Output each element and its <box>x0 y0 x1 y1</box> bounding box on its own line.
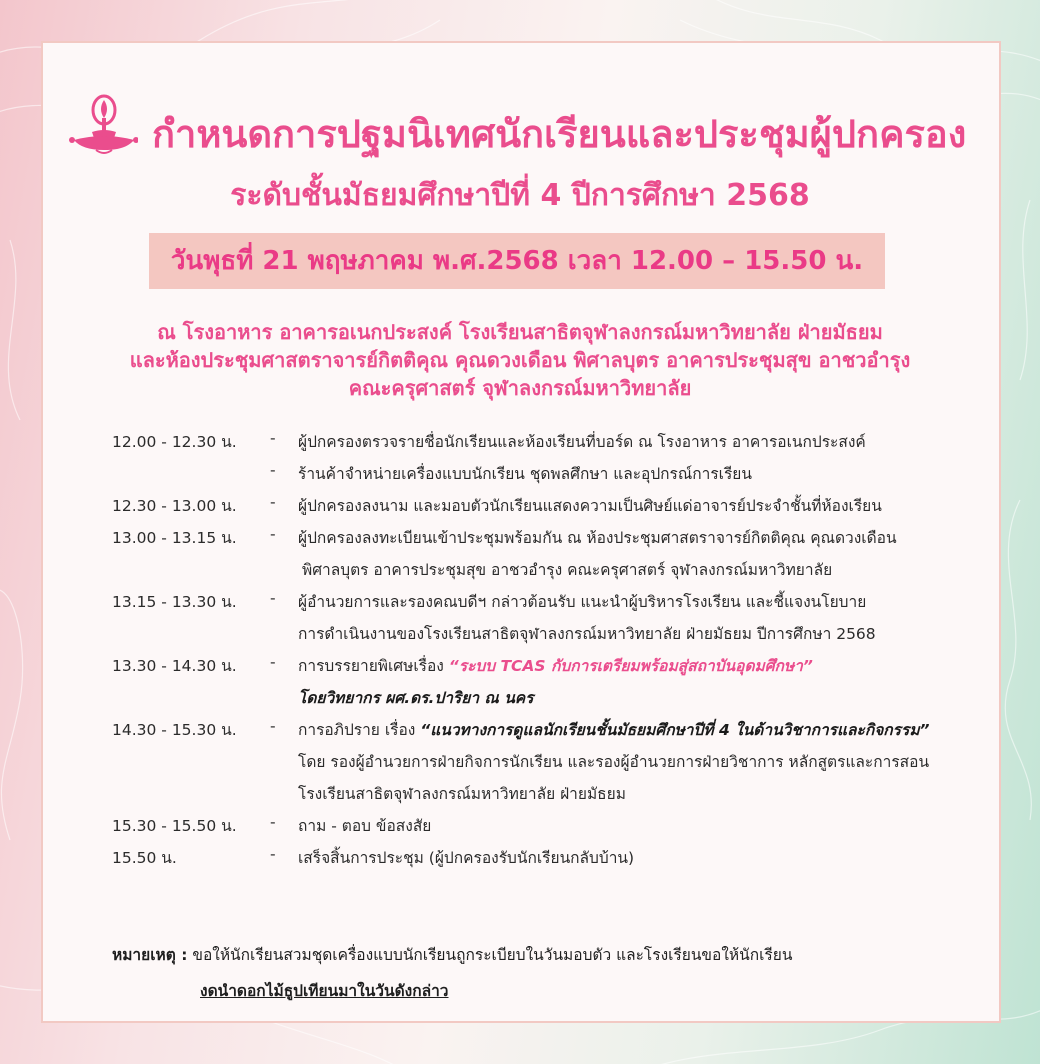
schedule-text <box>298 685 534 710</box>
schedule-row <box>112 681 992 713</box>
schedule-row <box>112 841 992 873</box>
note-label: หมายเหตุ : <box>112 946 188 964</box>
schedule-text: โดย รองผู้อำนวยการฝ่ายกิจการนักเรียน และรองผู้อำนวยการฝ่ายวิชาการ หลักสูตรและการสอน <box>298 753 930 771</box>
schedule-time: 13.00 - 13.15 น. <box>112 529 237 547</box>
note-text: ขอให้นักเรียนสวมชุดเครื่องแบบนักเรียนถูกระเบียบในวันมอบตัว และโรงเรียนขอให้นักเรียน <box>192 946 793 964</box>
schedule-text <box>298 717 930 742</box>
schedule-dash: - <box>270 525 276 543</box>
schedule-text <box>298 653 813 678</box>
venue-line: และห้องประชุมศาสตราจารย์กิตติคุณ คุณดวงเดือน พิศาลบุตร อาคารประชุมสุข อาชวอำรุง <box>129 348 911 372</box>
note-emphasis: งดนำดอกไม้ธูปเทียนมาในวันดังกล่าว <box>200 982 449 1000</box>
schedule-text: ผู้ปกครองตรวจรายชื่อนักเรียนและห้องเรียนที่บอร์ด ณ โรงอาหาร อาคารอเนกประสงค์ <box>298 433 866 451</box>
schedule-text: พิศาลบุตร อาคารประชุมสุข อาชวอำรุง คณะครุศาสตร์ จุฬาลงกรณ์มหาวิทยาลัย <box>302 561 833 579</box>
schedule-dash: - <box>270 429 276 447</box>
schedule-dash: - <box>270 717 276 735</box>
note-block <box>112 942 992 967</box>
candle-tray-logo-icon <box>66 94 138 158</box>
schedule-row <box>112 649 992 681</box>
schedule-time: 13.30 - 14.30 น. <box>112 657 237 675</box>
schedule-time: 12.30 - 13.00 น. <box>112 497 237 515</box>
discussion-label: การอภิปราย เรื่อง <box>298 721 421 739</box>
schedule-row <box>112 489 992 521</box>
schedule-text: ผู้ปกครองลงทะเบียนเข้าประชุมพร้อมกัน ณ ห้องประชุมศาสตราจารย์กิตติคุณ คุณดวงเดือน <box>298 529 897 547</box>
page-subtitle: ระดับชั้นมัธยมศึกษาปีที่ 4 ปีการศึกษา 2568 <box>230 178 810 213</box>
schedule-row <box>112 617 992 649</box>
schedule-row <box>112 745 992 777</box>
discussion-topic: “แนวทางการดูแลนักเรียนชั้นมัธยมศึกษาปีที่ 4 ในด้านวิชาการและกิจกรรม” <box>420 721 930 739</box>
schedule-dash: - <box>270 845 276 863</box>
schedule-time: 12.00 - 12.30 น. <box>112 433 237 451</box>
schedule-list <box>112 425 992 873</box>
schedule-time: 13.15 - 13.30 น. <box>112 593 237 611</box>
schedule-row <box>112 553 992 585</box>
schedule-text: ร้านค้าจำหน่ายเครื่องแบบนักเรียน ชุดพลศึกษา และอุปกรณ์การเรียน <box>298 465 752 483</box>
schedule-text: การดำเนินงานของโรงเรียนสาธิตจุฬาลงกรณ์มหาวิทยาลัย ฝ่ายมัธยม ปีการศึกษา 2568 <box>298 625 876 643</box>
schedule-row <box>112 713 992 745</box>
schedule-dash: - <box>270 653 276 671</box>
lecture-label: การบรรยายพิเศษเรื่อง <box>298 657 449 675</box>
date-banner: วันพุธที่ 21 พฤษภาคม พ.ศ.2568 เวลา 12.00 – 15.50 น. <box>149 233 885 289</box>
lecture-topic: “ระบบ TCAS กับการเตรียมพร้อมสู่สถาบันอุดมศึกษา” <box>448 657 813 675</box>
page-title: กำหนดการปฐมนิเทศนักเรียนและประชุมผู้ปกครอง <box>152 112 967 156</box>
schedule-text: ผู้ปกครองลงนาม และมอบตัวนักเรียนแสดงความเป็นศิษย์แด่อาจารย์ประจำชั้นที่ห้องเรียน <box>298 497 882 515</box>
schedule-dash: - <box>270 589 276 607</box>
schedule-time: 14.30 - 15.30 น. <box>112 721 237 739</box>
schedule-text: ถาม - ตอบ ข้อสงสัย <box>298 817 432 835</box>
schedule-text: เสร็จสิ้นการประชุม (ผู้ปกครองรับนักเรียนกลับบ้าน) <box>298 849 635 867</box>
schedule-row <box>112 457 992 489</box>
venue-block <box>0 318 1040 402</box>
schedule-row <box>112 777 992 809</box>
speaker-name: โดยวิทยากร ผศ.ดร.ปาริยา ณ นคร <box>298 689 534 707</box>
venue-line: ณ โรงอาหาร อาคารอเนกประสงค์ โรงเรียนสาธิตจุฬาลงกรณ์มหาวิทยาลัย ฝ่ายมัธยม <box>157 320 883 344</box>
schedule-row <box>112 425 992 457</box>
schedule-text: โรงเรียนสาธิตจุฬาลงกรณ์มหาวิทยาลัย ฝ่ายมัธยม <box>298 785 626 803</box>
venue-line: คณะครุศาสตร์ จุฬาลงกรณ์มหาวิทยาลัย <box>348 376 692 400</box>
schedule-dash: - <box>270 813 276 831</box>
schedule-text: ผู้อำนวยการและรองคณบดีฯ กล่าวต้อนรับ แนะนำผู้บริหารโรงเรียน และชี้แจงนโยบาย <box>298 593 867 611</box>
schedule-row <box>112 585 992 617</box>
schedule-dash: - <box>270 493 276 511</box>
schedule-row <box>112 809 992 841</box>
schedule-time: 15.50 น. <box>112 849 177 867</box>
schedule-row <box>112 521 992 553</box>
schedule-dash: - <box>270 461 276 479</box>
schedule-time: 15.30 - 15.50 น. <box>112 817 237 835</box>
